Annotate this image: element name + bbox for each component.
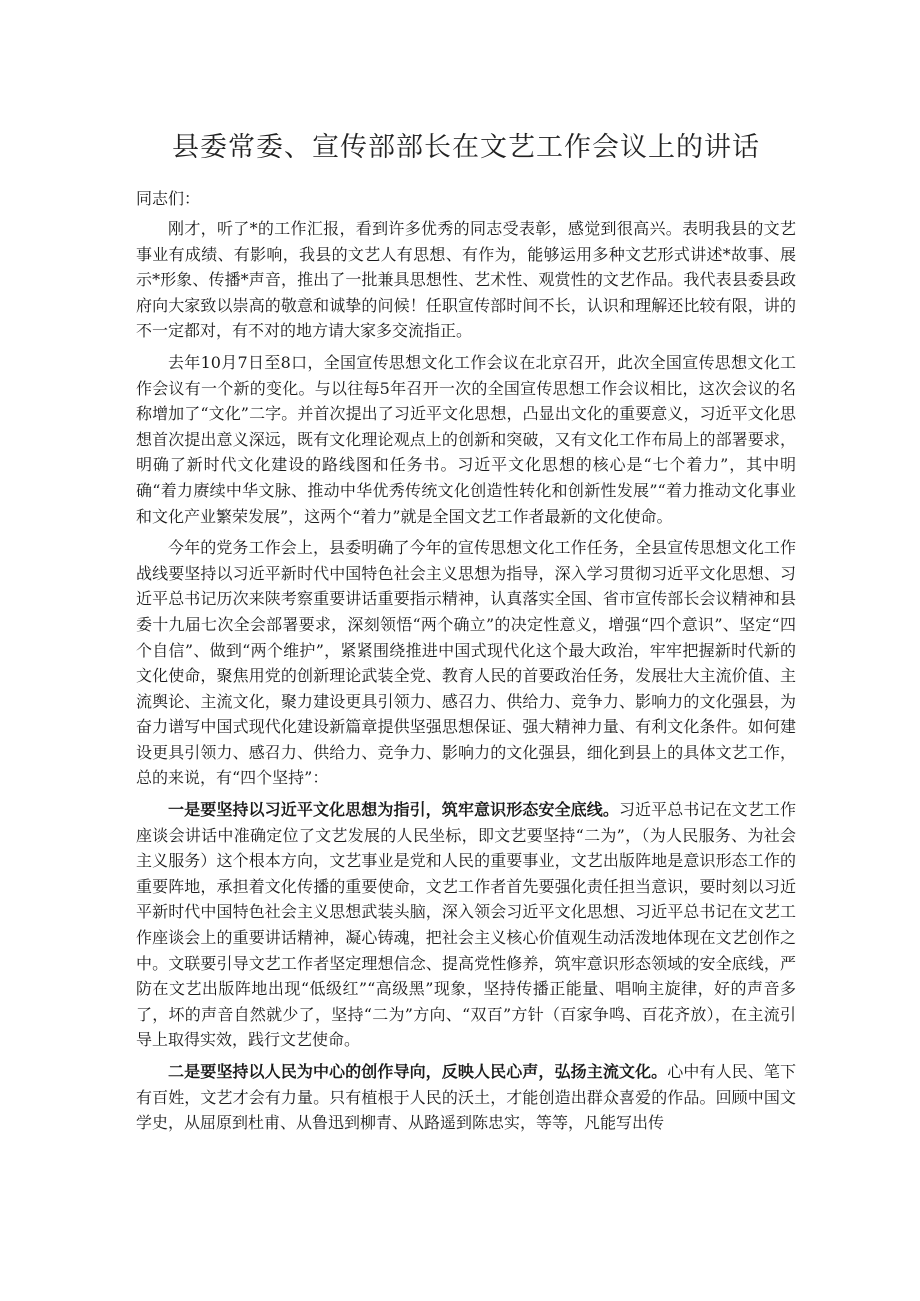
- paragraph-1-text: 刚才，听了*的工作汇报，看到许多优秀的同志受表彰，感觉到很高兴。表明我县的文艺事业有成绩、有影响，我县的文艺人有思想、有作为，能够运用多种文艺形式讲述*故事、展示*形象、传播*声音，推出了一批兼具思想性、艺术性、观赏性的文艺作品。我代表县委县政府向大家致以崇高的敬意和诚挚的问候！任职宣传部时间不长，认识和理解还比较有限，讲的不一定都对，有不对的地方请大家多交流指正。: [136, 219, 796, 341]
- document-page: [136, 128, 796, 1142]
- paragraph-5-lead: 二是要坚持以人民为中心的创作导向，反映人民心声，弘扬主流文化。: [168, 1062, 668, 1081]
- paragraph-4: [136, 797, 796, 1053]
- paragraph-1: [136, 216, 796, 344]
- paragraph-5-text: 心中有人民、笔下有百姓，文艺才会有力量。只有植根于人民的沃土，才能创造出群众喜爱的作品。回顾中国文学史，从屈原到杜甫、从鲁迅到柳青、从路遥到陈忠实，等等，凡能写出传: [136, 1062, 796, 1133]
- document-title: 县委常委、宣传部部长在文艺工作会议上的讲话: [172, 132, 760, 163]
- paragraph-3: [136, 535, 796, 791]
- greeting: 同志们：: [136, 189, 201, 208]
- paragraph-5: [136, 1059, 796, 1136]
- paragraph-2-text: 去年10月7日至8口，全国宣传思想文化工作会议在北京召开，此次全国宣传思想文化工作会议有一个新的变化。与以往每5年召开一次的全国宣传思想工作会议相比，这次会议的名称增加了“文化”二字。并首次提出了习近平文化思想，凸显出文化的重要意义，习近平文化思想首次提出意义深远，既有文化理论观点上的创新和突破，又有文化工作布局上的部署要求，明确了新时代文化建设的路线图和任务书。习近平文化思想的核心是“七个着力”，其中明确“着力赓续中华文脉、推动中华优秀传统文化创造性转化和创新性发展”“着力推动文化事业和文化产业繁荣发展”，这两个“着力”就是全国文艺工作者最新的文化使命。: [136, 352, 796, 526]
- paragraph-4-text: 习近平总书记在文艺工作座谈会讲话中准确定位了文艺发展的人民坐标，即文艺要坚持“二为”，（为人民服务、为社会主义服务）这个根本方向，文艺事业是党和人民的重要事业，文艺出版阵地是意识形态工作的重要阵地，承担着文化传播的重要使命，文艺工作者首先要强化责任担当意识，要时刻以习近平新时代中国特色社会主义思想武装头脑，深入领会习近平文化思想、习近平总书记在文艺工作座谈会上的重要讲话精神，凝心铸魂，把社会主义核心价值观生动活泼地体现在文艺创作之中。文联要引导文艺工作者坚定理想信念、提高党性修养，筑牢意识形态领域的安全底线，严防在文艺出版阵地出现“低级红”“高级黑”现象，坚持传播正能量、唱响主旋律，好的声音多了，坏的声音自然就少了，坚持“二为”方向、“双百”方针（百家争鸣、百花齐放），在主流引导上取得实效，践行文艺使命。: [136, 800, 796, 1050]
- paragraph-4-lead: 一是要坚持以习近平文化思想为指引，筑牢意识形态安全底线。: [168, 800, 619, 820]
- paragraph-3-text: 今年的党务工作会上，县委明确了今年的宣传思想文化工作任务，全县宣传思想文化工作战线要坚持以习近平新时代中国特色社会主义思想为指导，深入学习贯彻习近平文化思想、习近平总书记历次来陕考察重要讲话重要指示精神，认真落实全国、省市宣传部长会议精神和县委十九届七次全会部署要求，深刻领悟“两个确立”的决定性意义，增强“四个意识”、坚定“四个自信”、做到“两个维护”，紧紧围绕推进中国式现代化这个最大政治，牢牢把握新时代新的文化使命，聚焦用党的创新理论武装全党、教育人民的首要政治任务，发展壮大主流价值、主流舆论、主流文化，聚力建设更具引领力、感召力、供给力、竞争力、影响力的文化强县，为奋力谱写中国式现代化建设新篇章提供坚强思想保证、强大精神力量、有利文化条件。如何建设更具引领力、感召力、供给力、竞争力、影响力的文化强县，细化到县上的具体文艺工作，总的来说，有“四个坚持”：: [136, 538, 796, 788]
- paragraph-2: [136, 350, 796, 529]
